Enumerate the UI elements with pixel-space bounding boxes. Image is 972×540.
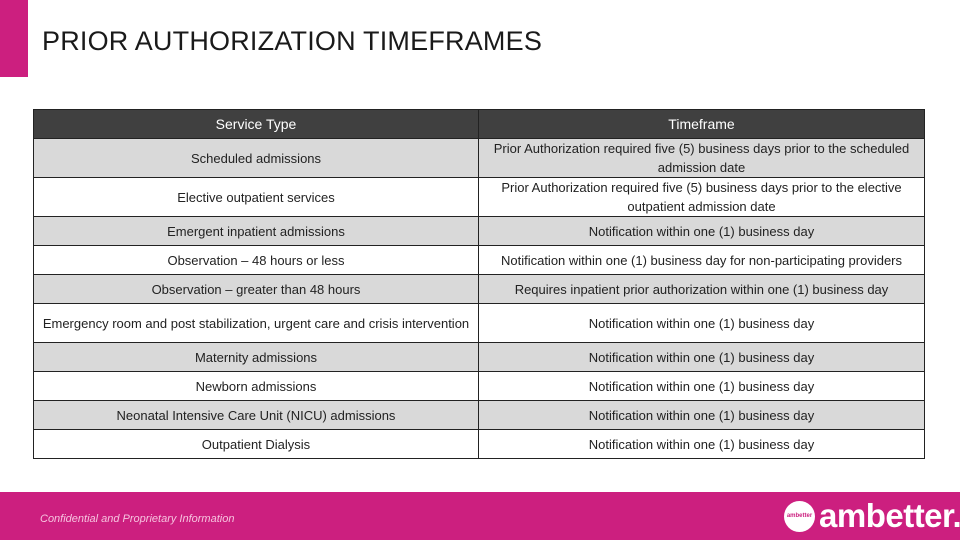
table-row — [34, 275, 925, 304]
service-cell: Emergent inpatient admissions — [34, 217, 479, 246]
timeframe-cell: Prior Authorization required five (5) business days prior to the elective outpatient admission date — [479, 178, 925, 217]
header-timeframe: Timeframe — [479, 110, 925, 139]
ambetter-logo — [784, 497, 972, 534]
table-row — [34, 343, 925, 372]
table-row — [34, 401, 925, 430]
table-row — [34, 304, 925, 343]
confidential-notice: Confidential and Proprietary Information — [40, 513, 235, 525]
timeframe-cell: Notification within one (1) business day — [479, 372, 925, 401]
timeframe-cell: Notification within one (1) business day — [479, 401, 925, 430]
timeframe-cell: Notification within one (1) business day for non-participating providers — [479, 246, 925, 275]
header-service-type: Service Type — [34, 110, 479, 139]
table-row — [34, 139, 925, 178]
table-row — [34, 430, 925, 459]
table-header-row — [34, 110, 925, 139]
service-cell: Scheduled admissions — [34, 139, 479, 178]
table-row — [34, 372, 925, 401]
service-cell: Neonatal Intensive Care Unit (NICU) admissions — [34, 401, 479, 430]
service-cell: Newborn admissions — [34, 372, 479, 401]
timeframe-cell: Notification within one (1) business day — [479, 304, 925, 343]
timeframe-cell: Notification within one (1) business day — [479, 343, 925, 372]
trademark-mark: TM — [962, 506, 972, 514]
logo-badge-icon: ambetter — [784, 501, 815, 532]
timeframe-cell: Requires inpatient prior authorization within one (1) business day — [479, 275, 925, 304]
logo-wordmark: ambetter. — [819, 497, 962, 534]
service-cell: Elective outpatient services — [34, 178, 479, 217]
table-row — [34, 217, 925, 246]
service-cell: Observation – 48 hours or less — [34, 246, 479, 275]
table-row — [34, 246, 925, 275]
timeframe-cell: Prior Authorization required five (5) business days prior to the scheduled admission date — [479, 139, 925, 178]
table-row — [34, 178, 925, 217]
service-cell: Emergency room and post stabilization, urgent care and crisis intervention — [34, 304, 479, 343]
timeframe-cell: Notification within one (1) business day — [479, 430, 925, 459]
page-title: PRIOR AUTHORIZATION TIMEFRAMES — [42, 26, 543, 56]
timeframe-cell: Notification within one (1) business day — [479, 217, 925, 246]
service-cell: Outpatient Dialysis — [34, 430, 479, 459]
service-cell: Maternity admissions — [34, 343, 479, 372]
timeframes-table — [33, 109, 925, 459]
service-cell: Observation – greater than 48 hours — [34, 275, 479, 304]
